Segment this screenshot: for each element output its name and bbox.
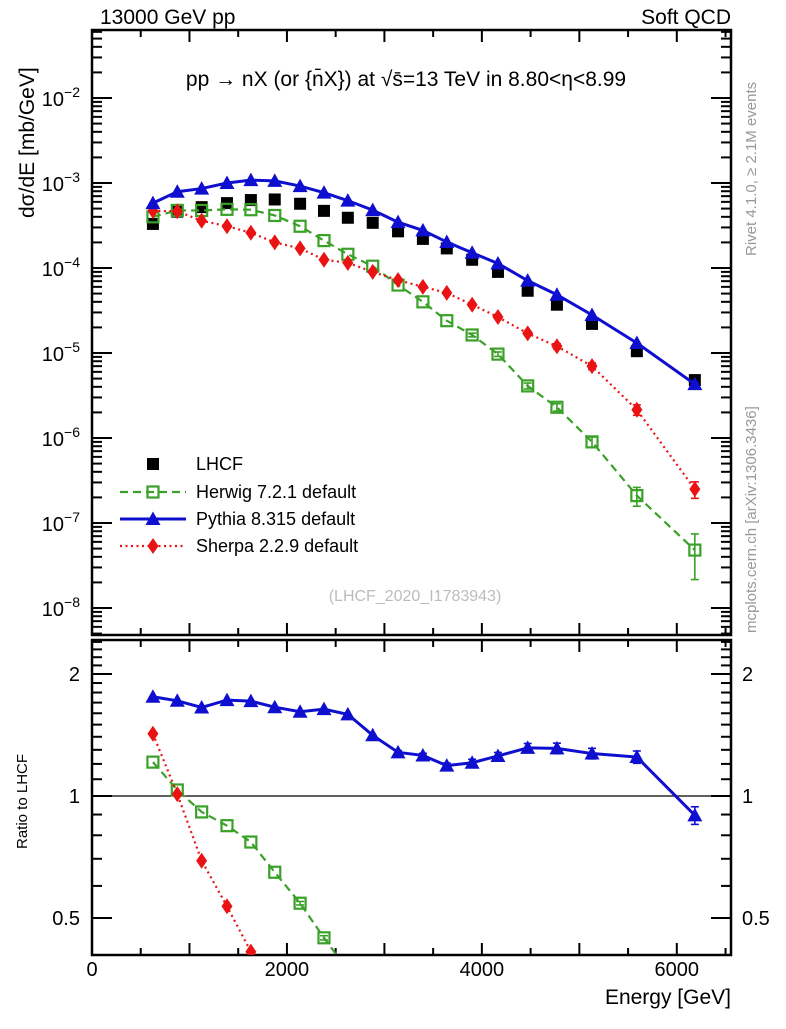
data-marker [196, 853, 207, 869]
ratio-tick-label-left: 0.5 [52, 908, 80, 931]
x-tick-label: 2000 [264, 959, 310, 981]
legend-label-pythia: Pythia 8.315 default [196, 509, 356, 529]
y-tick-label: $10^{-8}$ [41, 594, 80, 621]
ratio-panel-frame [92, 640, 731, 955]
x-tick-label: 0 [86, 959, 98, 981]
y-tick-label: $10^{-2}$ [41, 84, 80, 111]
legend-sample-2 [120, 487, 186, 498]
data-marker [587, 990, 598, 1006]
legend-sample-1 [147, 458, 159, 470]
data-marker [145, 196, 160, 210]
main-panel-frame [92, 30, 731, 635]
data-marker [245, 225, 256, 241]
data-marker [417, 1017, 428, 1024]
legend-label-sherpa: Sherpa 2.2.9 default [196, 536, 359, 556]
data-marker [522, 325, 533, 341]
data-marker [342, 212, 354, 224]
y-tick-label: $10^{-4}$ [41, 254, 80, 281]
data-marker [689, 481, 700, 497]
data-marker [549, 287, 564, 301]
data-marker [147, 458, 159, 470]
data-marker [269, 234, 280, 250]
x-tick-label: 4000 [459, 959, 505, 981]
legend-sample-4 [120, 538, 186, 554]
x-tick-label: 6000 [654, 959, 700, 981]
data-marker [467, 297, 478, 313]
data-marker [522, 991, 533, 1007]
y-tick-label: $10^{-7}$ [41, 509, 80, 536]
ratio-tick-label-right: 0.5 [742, 908, 770, 931]
data-marker [145, 689, 160, 703]
ratio-tick-label-right: 2 [742, 663, 754, 686]
mcplots-arxiv-note: mcplots.cern.ch [arXiv:1306.3436] [743, 406, 760, 633]
data-marker [148, 538, 159, 554]
series-herwig-curve [147, 757, 700, 1024]
data-marker [417, 279, 428, 295]
y-tick-label: $10^{-6}$ [41, 424, 80, 451]
data-marker [393, 1021, 404, 1024]
data-marker [318, 252, 329, 268]
data-marker [520, 273, 535, 287]
data-marker [551, 338, 562, 354]
data-marker [587, 358, 598, 374]
data-marker [492, 309, 503, 325]
x-axis-title: Energy [GeV] [604, 986, 731, 1009]
data-marker [467, 1002, 478, 1018]
data-marker [294, 198, 306, 210]
ratio-tick-label-left: 1 [68, 786, 80, 808]
plot-title: pp → nX (or {n̄X}) at √s̄=13 TeV in 8.80<η<8.99 [185, 68, 627, 91]
data-marker [629, 336, 644, 350]
rivet-version-note: Rivet 4.1.0, ≥ 2.1M events [743, 81, 760, 256]
data-marker [147, 218, 159, 230]
data-marker [367, 997, 378, 1008]
analysis-id-watermark: (LHCF_2020_I1783943) [328, 588, 502, 605]
legend-sample-3 [120, 512, 186, 526]
data-marker [391, 215, 406, 229]
data-marker [441, 1000, 452, 1016]
process-group-label: Soft QCD [641, 6, 731, 29]
y-tick-label: $10^{-3}$ [41, 169, 80, 196]
data-marker [269, 993, 280, 1009]
data-marker [172, 786, 183, 802]
data-marker [269, 193, 281, 205]
legend-marker-samples [120, 458, 186, 554]
data-marker [221, 218, 232, 234]
legend [120, 454, 358, 556]
data-marker [342, 1003, 353, 1019]
ratio-tick-label-right: 1 [742, 786, 754, 808]
beam-energy-label: 13000 GeV pp [100, 6, 236, 29]
data-marker [492, 1003, 503, 1019]
data-marker [318, 235, 329, 246]
legend-label-herwig: Herwig 7.2.1 default [196, 482, 357, 502]
ratio-panel-content [92, 689, 731, 1024]
axis-ticks [42, 30, 770, 981]
series-sherpa-curve [147, 726, 700, 1024]
ratio-tick-label-left: 2 [68, 663, 80, 686]
data-marker [318, 205, 330, 217]
data-marker [295, 240, 306, 256]
y-axis-title: dσ/dE [mb/GeV] [16, 67, 39, 218]
data-marker [393, 272, 404, 288]
data-marker [342, 965, 353, 976]
series-pythia-curve [145, 689, 702, 824]
data-marker [367, 264, 378, 280]
data-marker [147, 726, 158, 742]
data-marker [551, 986, 562, 1002]
y-tick-label: $10^{-5}$ [41, 339, 80, 366]
data-marker [439, 235, 454, 249]
data-marker [367, 217, 379, 229]
data-marker [295, 1001, 306, 1017]
legend-label-lhcf: LHCF [196, 454, 244, 474]
data-marker [585, 307, 600, 321]
ratio-y-axis-title: Ratio to LHCF [14, 753, 31, 849]
data-marker [221, 898, 232, 914]
data-marker [441, 285, 452, 301]
